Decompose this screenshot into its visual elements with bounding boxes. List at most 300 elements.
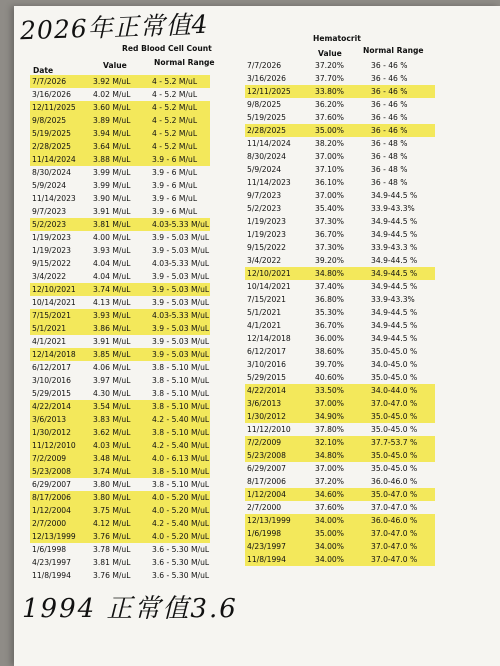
rbc-cell-value: 4.12 M/uL [93, 519, 131, 528]
hct-table-row [245, 358, 435, 371]
hct-table-row [245, 345, 435, 358]
rbc-table-row [30, 426, 210, 439]
handwritten-note-bottom: 1994 正常值3.6 [22, 594, 238, 624]
hct-table-row [245, 384, 435, 397]
rbc-table-row [30, 309, 210, 322]
rbc-cell-date: 1/30/2012 [32, 428, 71, 437]
rbc-cell-value: 3.60 M/uL [93, 103, 131, 112]
hct-table-row [245, 59, 435, 72]
rbc-cell-range: 3.8 - 5.10 M/uL [152, 402, 210, 411]
hct-table-row [245, 475, 435, 488]
hct-cell-range: 35.0-45.0 % [371, 373, 418, 382]
rbc-cell-value: 3.99 M/uL [93, 168, 131, 177]
hct-table-row [245, 215, 435, 228]
hct-cell-value: 37.40% [315, 282, 344, 291]
rbc-cell-range: 3.9 - 6 M/uL [152, 194, 198, 203]
hct-cell-date: 8/17/2006 [247, 477, 286, 486]
hct-cell-date: 3/6/2013 [247, 399, 282, 408]
rbc-cell-range: 4 - 5.2 M/uL [152, 142, 198, 151]
hct-cell-date: 1/19/2023 [247, 230, 286, 239]
hct-cell-date: 9/8/2025 [247, 100, 282, 109]
hct-cell-range: 34.9-44.5 % [371, 256, 418, 265]
rbc-table-row [30, 569, 210, 582]
rbc-cell-date: 5/23/2008 [32, 467, 71, 476]
hct-cell-value: 35.30% [315, 308, 344, 317]
rbc-table-row [30, 88, 210, 101]
hct-cell-value: 37.20% [315, 477, 344, 486]
hct-cell-range: 34.9-44.5 % [371, 334, 418, 343]
hct-table-row [245, 332, 435, 345]
rbc-cell-range: 4.2 - 5.40 M/uL [152, 415, 210, 424]
hct-table-row [245, 371, 435, 384]
hct-cell-range: 36 - 46 % [371, 100, 408, 109]
rbc-cell-date: 4/23/1997 [32, 558, 71, 567]
hct-cell-value: 36.00% [315, 334, 344, 343]
hct-table-row [245, 163, 435, 176]
rbc-cell-date: 1/6/1998 [32, 545, 67, 554]
rbc-table-row [30, 244, 210, 257]
rbc-header-range: Normal Range [154, 58, 215, 67]
hct-cell-date: 11/14/2024 [247, 139, 291, 148]
hct-cell-date: 1/19/2023 [247, 217, 286, 226]
rbc-cell-value: 3.91 M/uL [93, 207, 131, 216]
hct-cell-range: 36 - 48 % [371, 165, 408, 174]
hct-cell-value: 37.00% [315, 191, 344, 200]
rbc-cell-value: 4.30 M/uL [93, 389, 131, 398]
rbc-table-row [30, 283, 210, 296]
rbc-table-title: Red Blood Cell Count [122, 44, 212, 53]
rbc-table-row [30, 361, 210, 374]
hct-cell-value: 34.80% [315, 269, 344, 278]
hct-cell-date: 7/2/2009 [247, 438, 282, 447]
hct-cell-range: 37.0-47.0 % [371, 555, 418, 564]
hct-cell-range: 33.9-43.3% [371, 204, 415, 213]
rbc-cell-date: 5/19/2025 [32, 129, 71, 138]
hct-cell-range: 36 - 46 % [371, 126, 408, 135]
rbc-cell-range: 4 - 5.2 M/uL [152, 103, 198, 112]
rbc-cell-date: 7/2/2009 [32, 454, 67, 463]
rbc-cell-date: 11/12/2010 [32, 441, 76, 450]
hct-cell-range: 34.9-44.5 % [371, 217, 418, 226]
hct-cell-value: 37.00% [315, 464, 344, 473]
hct-cell-range: 34.9-44.5 % [371, 308, 418, 317]
rbc-cell-range: 4.03-5.33 M/uL [152, 220, 210, 229]
rbc-cell-range: 4.0 - 5.20 M/uL [152, 532, 210, 541]
rbc-cell-value: 3.78 M/uL [93, 545, 131, 554]
hct-cell-range: 35.0-45.0 % [371, 451, 418, 460]
hct-cell-value: 34.60% [315, 490, 344, 499]
rbc-cell-value: 4.00 M/uL [93, 233, 131, 242]
hct-cell-date: 1/6/1998 [247, 529, 282, 538]
hct-table-row [245, 280, 435, 293]
hct-cell-range: 37.0-47.0 % [371, 542, 418, 551]
hct-cell-date: 5/23/2008 [247, 451, 286, 460]
hct-table-row [245, 241, 435, 254]
handwritten-note-top: 2026年正常值4 [19, 9, 210, 46]
hct-cell-date: 3/10/2016 [247, 360, 286, 369]
hct-cell-date: 12/11/2025 [247, 87, 291, 96]
rbc-table-row [30, 127, 210, 140]
hct-cell-range: 34.9-44.5 % [371, 191, 418, 200]
rbc-cell-range: 4.0 - 5.20 M/uL [152, 506, 210, 515]
rbc-cell-value: 3.76 M/uL [93, 571, 131, 580]
hct-table-row [245, 423, 435, 436]
hct-rows [245, 59, 435, 566]
hct-cell-range: 36 - 46 % [371, 113, 408, 122]
rbc-cell-date: 3/16/2026 [32, 90, 71, 99]
rbc-table-row [30, 413, 210, 426]
rbc-cell-date: 3/6/2013 [32, 415, 67, 424]
rbc-cell-date: 7/15/2021 [32, 311, 71, 320]
rbc-table-row [30, 153, 210, 166]
hct-cell-range: 35.0-45.0 % [371, 412, 418, 421]
rbc-cell-value: 3.94 M/uL [93, 129, 131, 138]
rbc-cell-date: 5/2/2023 [32, 220, 67, 229]
rbc-cell-value: 3.75 M/uL [93, 506, 131, 515]
rbc-cell-date: 9/7/2023 [32, 207, 67, 216]
hct-cell-value: 37.00% [315, 152, 344, 161]
rbc-cell-value: 3.88 M/uL [93, 155, 131, 164]
rbc-cell-value: 3.89 M/uL [93, 116, 131, 125]
hct-cell-range: 36 - 48 % [371, 139, 408, 148]
rbc-cell-value: 3.76 M/uL [93, 532, 131, 541]
rbc-cell-value: 3.97 M/uL [93, 376, 131, 385]
rbc-cell-date: 2/7/2000 [32, 519, 67, 528]
hct-cell-value: 40.60% [315, 373, 344, 382]
hct-cell-value: 35.00% [315, 126, 344, 135]
hct-cell-value: 38.20% [315, 139, 344, 148]
hct-table-row [245, 501, 435, 514]
hct-cell-value: 33.80% [315, 87, 344, 96]
rbc-cell-value: 3.85 M/uL [93, 350, 131, 359]
hct-cell-range: 34.9-44.5 % [371, 269, 418, 278]
rbc-cell-range: 3.6 - 5.30 M/uL [152, 571, 210, 580]
rbc-table-row [30, 556, 210, 569]
hct-cell-date: 5/2/2023 [247, 204, 282, 213]
rbc-cell-date: 12/10/2021 [32, 285, 76, 294]
hct-cell-date: 2/28/2025 [247, 126, 286, 135]
hct-table-row [245, 176, 435, 189]
hct-table-row [245, 189, 435, 202]
rbc-cell-date: 12/14/2018 [32, 350, 76, 359]
hct-cell-value: 37.70% [315, 74, 344, 83]
hct-cell-date: 5/9/2024 [247, 165, 282, 174]
hct-cell-range: 36 - 46 % [371, 87, 408, 96]
hct-table-row [245, 462, 435, 475]
hct-table-row [245, 228, 435, 241]
rbc-cell-range: 3.8 - 5.10 M/uL [152, 428, 210, 437]
hct-cell-date: 7/7/2026 [247, 61, 282, 70]
rbc-cell-date: 9/15/2022 [32, 259, 71, 268]
rbc-cell-value: 3.80 M/uL [93, 493, 131, 502]
rbc-cell-date: 8/30/2024 [32, 168, 71, 177]
rbc-cell-range: 4.0 - 5.20 M/uL [152, 493, 210, 502]
hct-cell-range: 35.0-45.0 % [371, 347, 418, 356]
rbc-cell-value: 4.04 M/uL [93, 272, 131, 281]
rbc-header-date: Date [33, 66, 54, 75]
hct-cell-range: 33.9-43.3% [371, 295, 415, 304]
hct-cell-date: 6/12/2017 [247, 347, 286, 356]
rbc-table-row [30, 101, 210, 114]
hct-cell-value: 37.30% [315, 217, 344, 226]
hct-cell-range: 35.0-45.0 % [371, 425, 418, 434]
hct-cell-range: 36.0-46.0 % [371, 516, 418, 525]
hct-cell-date: 12/14/2018 [247, 334, 291, 343]
rbc-cell-date: 12/13/1999 [32, 532, 76, 541]
rbc-table-row [30, 504, 210, 517]
hct-table-row [245, 319, 435, 332]
rbc-cell-range: 3.9 - 6 M/uL [152, 155, 198, 164]
hct-cell-date: 11/8/1994 [247, 555, 286, 564]
hct-cell-value: 39.20% [315, 256, 344, 265]
hct-cell-range: 36 - 48 % [371, 152, 408, 161]
hct-cell-value: 38.60% [315, 347, 344, 356]
hct-cell-date: 10/14/2021 [247, 282, 291, 291]
hct-cell-value: 37.10% [315, 165, 344, 174]
rbc-table-row [30, 296, 210, 309]
rbc-cell-value: 4.13 M/uL [93, 298, 131, 307]
hct-cell-value: 34.90% [315, 412, 344, 421]
rbc-table-row [30, 543, 210, 556]
hct-table-row [245, 397, 435, 410]
hct-cell-range: 35.0-45.0 % [371, 464, 418, 473]
rbc-table-row [30, 387, 210, 400]
hct-cell-value: 37.60% [315, 503, 344, 512]
hct-cell-date: 9/7/2023 [247, 191, 282, 200]
hct-cell-date: 3/4/2022 [247, 256, 282, 265]
hct-table-row [245, 85, 435, 98]
hct-table-row [245, 553, 435, 566]
rbc-table-row [30, 322, 210, 335]
rbc-table-row [30, 179, 210, 192]
hct-header-value: Value [318, 49, 342, 58]
rbc-cell-value: 3.64 M/uL [93, 142, 131, 151]
hct-cell-range: 36 - 46 % [371, 61, 408, 70]
hct-cell-date: 4/1/2021 [247, 321, 282, 330]
rbc-cell-range: 3.9 - 5.03 M/uL [152, 246, 210, 255]
hct-cell-value: 33.50% [315, 386, 344, 395]
rbc-table-row [30, 205, 210, 218]
rbc-cell-date: 5/1/2021 [32, 324, 67, 333]
rbc-cell-value: 3.99 M/uL [93, 181, 131, 190]
rbc-cell-date: 4/1/2021 [32, 337, 67, 346]
rbc-cell-date: 1/12/2004 [32, 506, 71, 515]
rbc-table-row [30, 465, 210, 478]
rbc-table-row [30, 218, 210, 231]
rbc-cell-date: 11/14/2024 [32, 155, 76, 164]
rbc-cell-date: 10/14/2021 [32, 298, 76, 307]
rbc-cell-range: 4 - 5.2 M/uL [152, 129, 198, 138]
hct-table-row [245, 111, 435, 124]
rbc-cell-range: 3.6 - 5.30 M/uL [152, 558, 210, 567]
hct-cell-value: 36.70% [315, 230, 344, 239]
rbc-cell-range: 4.2 - 5.40 M/uL [152, 519, 210, 528]
rbc-cell-value: 3.48 M/uL [93, 454, 131, 463]
hct-cell-range: 34.9-44.5 % [371, 282, 418, 291]
rbc-cell-range: 4 - 5.2 M/uL [152, 116, 198, 125]
rbc-cell-range: 3.9 - 5.03 M/uL [152, 233, 210, 242]
rbc-cell-range: 3.9 - 5.03 M/uL [152, 285, 210, 294]
hct-cell-value: 32.10% [315, 438, 344, 447]
rbc-cell-range: 3.8 - 5.10 M/uL [152, 376, 210, 385]
rbc-cell-date: 6/12/2017 [32, 363, 71, 372]
hct-cell-date: 6/29/2007 [247, 464, 286, 473]
rbc-table-row [30, 400, 210, 413]
hct-table-title: Hematocrit [313, 34, 361, 43]
hct-cell-date: 11/12/2010 [247, 425, 291, 434]
hct-cell-date: 5/1/2021 [247, 308, 282, 317]
hct-header-range: Normal Range [363, 46, 424, 55]
hct-cell-range: 37.7-53.7 % [371, 438, 418, 447]
rbc-cell-value: 4.03 M/uL [93, 441, 131, 450]
rbc-cell-range: 4.03-5.33 M/uL [152, 311, 210, 320]
hct-cell-range: 35.0-47.0 % [371, 490, 418, 499]
hct-cell-value: 37.80% [315, 425, 344, 434]
rbc-table-row [30, 231, 210, 244]
hct-cell-range: 37.0-47.0 % [371, 399, 418, 408]
rbc-cell-value: 3.81 M/uL [93, 558, 131, 567]
hct-table-row [245, 124, 435, 137]
rbc-cell-value: 3.92 M/uL [93, 77, 131, 86]
rbc-cell-range: 3.8 - 5.10 M/uL [152, 363, 210, 372]
hct-cell-value: 36.80% [315, 295, 344, 304]
hct-cell-value: 37.30% [315, 243, 344, 252]
rbc-cell-range: 3.6 - 5.30 M/uL [152, 545, 210, 554]
rbc-table-row [30, 491, 210, 504]
rbc-table-row [30, 114, 210, 127]
hct-cell-range: 36.0-46.0 % [371, 477, 418, 486]
rbc-cell-range: 3.8 - 5.10 M/uL [152, 389, 210, 398]
hct-cell-value: 37.00% [315, 399, 344, 408]
rbc-cell-range: 3.9 - 5.03 M/uL [152, 350, 210, 359]
rbc-cell-value: 3.83 M/uL [93, 415, 131, 424]
hct-table-row [245, 150, 435, 163]
rbc-cell-date: 8/17/2006 [32, 493, 71, 502]
rbc-cell-value: 3.90 M/uL [93, 194, 131, 203]
hct-table-row [245, 488, 435, 501]
rbc-table-row [30, 530, 210, 543]
rbc-cell-value: 4.04 M/uL [93, 259, 131, 268]
rbc-cell-value: 3.74 M/uL [93, 467, 131, 476]
rbc-cell-value: 3.93 M/uL [93, 311, 131, 320]
rbc-cell-date: 1/19/2023 [32, 246, 71, 255]
hct-table-row [245, 137, 435, 150]
rbc-cell-date: 2/28/2025 [32, 142, 71, 151]
rbc-cell-date: 5/9/2024 [32, 181, 67, 190]
rbc-table-row [30, 270, 210, 283]
hct-cell-range: 37.0-47.0 % [371, 503, 418, 512]
hct-cell-date: 1/12/2004 [247, 490, 286, 499]
rbc-cell-value: 3.74 M/uL [93, 285, 131, 294]
rbc-cell-value: 3.80 M/uL [93, 480, 131, 489]
rbc-cell-date: 11/14/2023 [32, 194, 76, 203]
rbc-table-row [30, 166, 210, 179]
hct-table-row [245, 527, 435, 540]
hct-table-row [245, 72, 435, 85]
rbc-cell-date: 1/19/2023 [32, 233, 71, 242]
hct-cell-value: 37.20% [315, 61, 344, 70]
hct-cell-date: 8/30/2024 [247, 152, 286, 161]
hct-table-row [245, 267, 435, 280]
hct-cell-date: 7/15/2021 [247, 295, 286, 304]
hct-cell-date: 2/7/2000 [247, 503, 282, 512]
hct-cell-range: 36 - 46 % [371, 74, 408, 83]
rbc-cell-range: 3.9 - 5.03 M/uL [152, 298, 210, 307]
rbc-cell-range: 4 - 5.2 M/uL [152, 90, 198, 99]
rbc-cell-date: 6/29/2007 [32, 480, 71, 489]
rbc-cell-range: 3.9 - 6 M/uL [152, 168, 198, 177]
hct-cell-date: 12/10/2021 [247, 269, 291, 278]
hct-cell-range: 34.0-45.0 % [371, 360, 418, 369]
hct-cell-value: 34.00% [315, 555, 344, 564]
rbc-cell-range: 4.2 - 5.40 M/uL [152, 441, 210, 450]
rbc-cell-date: 7/7/2026 [32, 77, 67, 86]
hct-cell-value: 36.20% [315, 100, 344, 109]
hct-cell-date: 5/19/2025 [247, 113, 286, 122]
rbc-table-row [30, 192, 210, 205]
hct-cell-value: 36.10% [315, 178, 344, 187]
hct-cell-date: 3/16/2026 [247, 74, 286, 83]
hct-cell-range: 36 - 48 % [371, 178, 408, 187]
hct-cell-range: 34.9-44.5 % [371, 230, 418, 239]
rbc-cell-range: 4.03-5.33 M/uL [152, 259, 210, 268]
rbc-header-value: Value [103, 61, 127, 70]
rbc-cell-range: 3.8 - 5.10 M/uL [152, 480, 210, 489]
hct-cell-date: 1/30/2012 [247, 412, 286, 421]
rbc-cell-value: 4.02 M/uL [93, 90, 131, 99]
rbc-cell-date: 12/11/2025 [32, 103, 76, 112]
hct-cell-date: 4/22/2014 [247, 386, 286, 395]
rbc-cell-value: 4.06 M/uL [93, 363, 131, 372]
rbc-cell-date: 5/29/2015 [32, 389, 71, 398]
hct-cell-value: 36.70% [315, 321, 344, 330]
rbc-table-row [30, 374, 210, 387]
rbc-cell-date: 4/22/2014 [32, 402, 71, 411]
rbc-rows [30, 75, 210, 582]
rbc-cell-range: 3.9 - 5.03 M/uL [152, 324, 210, 333]
hct-table-row [245, 540, 435, 553]
rbc-table-row [30, 478, 210, 491]
hct-cell-value: 35.40% [315, 204, 344, 213]
rbc-table-row [30, 257, 210, 270]
hct-table-row [245, 306, 435, 319]
rbc-cell-range: 3.8 - 5.10 M/uL [152, 467, 210, 476]
rbc-table-row [30, 75, 210, 88]
hct-table-row [245, 449, 435, 462]
rbc-cell-range: 3.9 - 6 M/uL [152, 181, 198, 190]
rbc-cell-value: 3.54 M/uL [93, 402, 131, 411]
hct-table-row [245, 254, 435, 267]
hct-cell-range: 33.9-43.3 % [371, 243, 418, 252]
rbc-cell-range: 4.0 - 6.13 M/uL [152, 454, 210, 463]
rbc-cell-date: 11/8/1994 [32, 571, 71, 580]
hct-cell-range: 34.0-44.0 % [371, 386, 418, 395]
rbc-cell-value: 3.91 M/uL [93, 337, 131, 346]
rbc-table-row [30, 517, 210, 530]
rbc-cell-range: 4 - 5.2 M/uL [152, 77, 198, 86]
rbc-table-row [30, 439, 210, 452]
rbc-table-row [30, 348, 210, 361]
hct-table-row [245, 202, 435, 215]
rbc-cell-range: 3.9 - 6 M/uL [152, 207, 198, 216]
rbc-cell-date: 3/4/2022 [32, 272, 67, 281]
hct-cell-value: 37.60% [315, 113, 344, 122]
hct-cell-date: 12/13/1999 [247, 516, 291, 525]
rbc-table-row [30, 335, 210, 348]
hct-table-row [245, 514, 435, 527]
rbc-cell-range: 3.9 - 5.03 M/uL [152, 337, 210, 346]
hct-cell-value: 34.00% [315, 542, 344, 551]
